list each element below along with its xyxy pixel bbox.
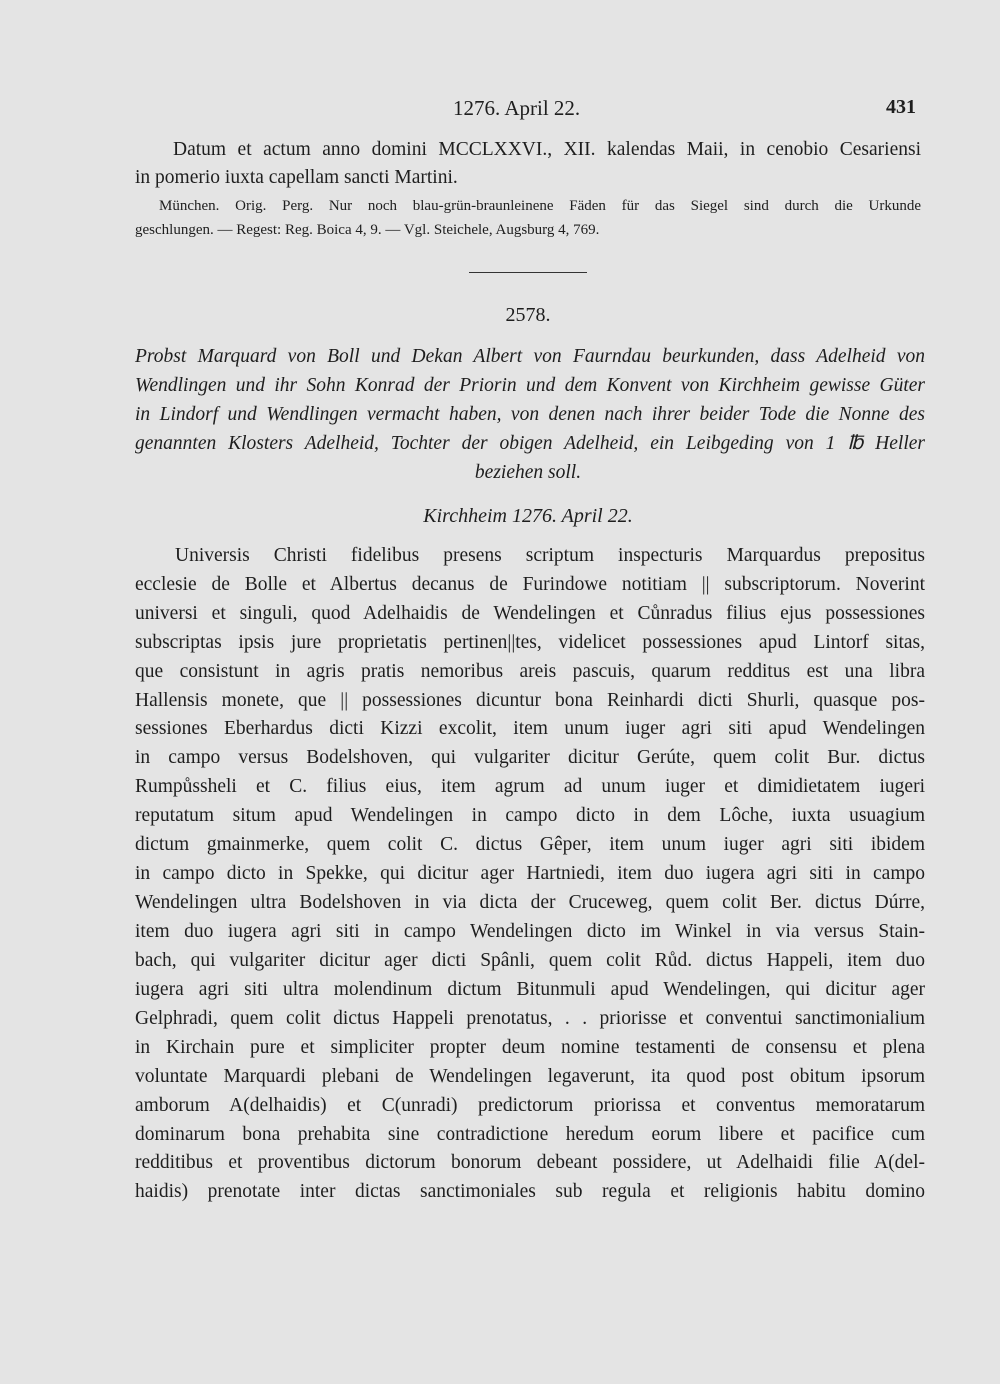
text-line: que consistunt in agris pratis nemoribus areis pascuis, quarum redditus est una libra — [135, 661, 925, 682]
text-line: Gelphradi, quem colit dictus Happeli prenotatus, . . priorisse et conventui sanctimonialium — [135, 1008, 925, 1029]
source-note: geschlungen. — Regest: Reg. Boica 4, 9. — Vgl. Steichele, Augsburg 4, 769. — [135, 222, 600, 238]
source-note: München. Orig. Perg. Nur noch blau-grün-braunleinene Fäden für das Siegel sind durch die Urkunde — [159, 198, 921, 214]
text-line: in campo versus Bodelshoven, qui vulgariter dicitur Gerúte, quem colit Bur. dictus — [135, 747, 925, 768]
text-line: in pomerio iuxta capellam sancti Martini. — [135, 167, 458, 188]
text-line: dominarum bona prehabita sine contradictione heredum eorum libere et pacifice cum — [135, 1124, 925, 1145]
page-number: 431 — [886, 96, 916, 118]
text-line: in Kirchain pure et simpliciter propter deum nomine testamenti de consensu et plena — [135, 1037, 925, 1058]
running-title: 1276. April 22. — [453, 96, 581, 120]
text-line: Wendelingen ultra Bodelshoven in via dicta der Cruceweg, quem colit Ber. dictus Dúrre, — [135, 892, 925, 913]
regest-line: genannten Klosters Adelheid, Tochter der obigen Adelheid, ein Leibgeding von 1 ℔ Heller — [135, 433, 925, 454]
place-date: Kirchheim 1276. April 22. — [423, 505, 633, 527]
text-line: dictum gmainmerke, quem colit C. dictus Gêper, item unum iuger agri siti ibidem — [135, 834, 925, 855]
regest-line: Probst Marquard von Boll und Dekan Albert von Faurndau beurkunden, dass Adelheid von — [135, 346, 925, 367]
text-line: item duo iugera agri siti in campo Wendelingen dicto im Winkel in via versus Stain- — [135, 921, 925, 942]
regest-line: beziehen soll. — [474, 462, 582, 483]
text-line: Universis Christi fidelibus presens scriptum inspecturis Marquardus prepositus — [175, 545, 925, 566]
text-line: in campo dicto in Spekke, qui dicitur ager Hartniedi, item duo iugera agri siti in campo — [135, 863, 925, 884]
text-line: amborum A(delhaidis) et C(unradi) predictorum priorissa et conventus memoratarum — [135, 1095, 925, 1116]
text-line: Rumpůssheli et C. filius eius, item agrum ad unum iuger et dimidietatem iugeri — [135, 776, 925, 797]
text-line: sessiones Eberhardus dicti Kizzi excolit, item unum iuger agri siti apud Wendelingen — [135, 718, 925, 739]
text-line: bach, qui vulgariter dicitur ager dicti Spânli, quem colit Růd. dictus Happeli, item duo — [135, 950, 925, 971]
text-line: universi et singuli, quod Adelhaidis de Wendelingen et Cůnradus filius ejus possessiones — [135, 603, 925, 624]
text-line: Datum et actum anno domini MCCLXXVI., XII. kalendas Maii, in cenobio Cesariensi — [173, 139, 921, 160]
text-line: redditibus et proventibus dictorum bonorum debeant possidere, ut Adelhaidi filie A(del- — [135, 1152, 925, 1173]
text-line: ecclesie de Bolle et Albertus decanus de Furindowe notitiam || subscriptorum. Noverint — [135, 574, 925, 595]
text-line: voluntate Marquardi plebani de Wendelingen legaverunt, ita quod post obitum ipsorum — [135, 1066, 925, 1087]
regest-line: in Lindorf und Wendlingen vermacht haben, von denen nach ihrer beider Tode die Nonne des — [135, 404, 925, 425]
text-line: haidis) prenotate inter dictas sanctimoniales sub regula et religionis habitu domino — [135, 1181, 925, 1202]
document-number: 2578. — [505, 304, 551, 326]
separator-rule — [469, 272, 587, 273]
text-line: subscriptas ipsis jure proprietatis pertinen||tes, videlicet possessiones apud Lintorf sitas, — [135, 632, 925, 653]
text-line: reputatum situm apud Wendelingen in campo dicto in dem Lôche, iuxta usuagium — [135, 805, 925, 826]
text-line: Hallensis monete, que || possessiones dicuntur bona Reinhardi dicti Shurli, quasque pos- — [135, 690, 925, 711]
regest-line: Wendlingen und ihr Sohn Konrad der Priorin und dem Konvent von Kirchheim gewisse Güter — [135, 375, 925, 396]
text-line: iugera agri siti ultra molendinum dictum Bitunmuli apud Wendelingen, qui dicitur ager — [135, 979, 925, 1000]
